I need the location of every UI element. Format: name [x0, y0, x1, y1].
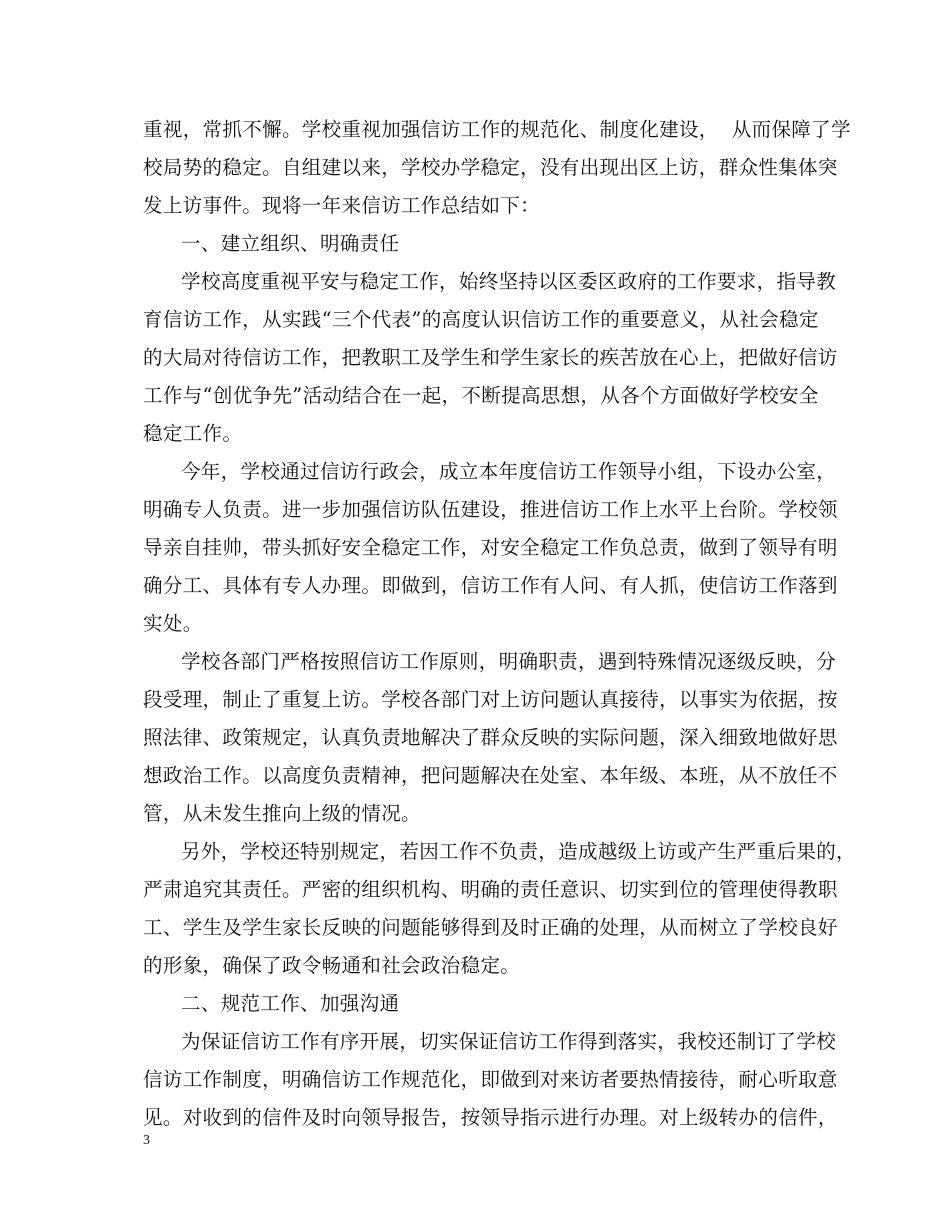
- text-line: 学校高度重视平安与稳定工作，始终坚持以区委区政府的工作要求，指导教: [181, 270, 837, 293]
- text-line: 为保证信访工作有序开展，切实保证信访工作得到落实，我校还制订了学校: [181, 1030, 837, 1053]
- section-heading: 二、规范工作、加强沟通: [181, 992, 400, 1015]
- text-line: 确分工、具体有专人办理。即做到，信访工作有人问、有人抓，使信访工作落到: [143, 574, 838, 597]
- text-line: 段受理，制止了重复上访。学校各部门对上访问题认真接待，以事实为依据，按: [143, 688, 838, 711]
- text-line: 导亲自挂帅，带头抓好安全稳定工作，对安全稳定工作负总责，做到了领导有明: [143, 536, 838, 559]
- text-line: 稳定工作。: [143, 422, 243, 445]
- text-line: 想政治工作。以高度负责精神，把问题解决在处室、本年级、本班，从不放任不: [143, 764, 838, 787]
- text-line: 重视，常抓不懈。学校重视加强信访工作的规范化、制度化建设， 从而保障了学: [143, 118, 851, 141]
- text-line: 的大局对待信访工作，把教职工及学生和学生家长的疾苦放在心上，把做好信访: [143, 346, 838, 369]
- text-line: 管，从未发生推向上级的情况。: [143, 802, 421, 825]
- section-heading: 一、建立组织、明确责任: [181, 232, 400, 255]
- text-line: 学校各部门严格按照信访工作原则，明确职责，遇到特殊情况逐级反映，分: [181, 650, 837, 673]
- text-line: 另外，学校还特别规定，若因工作不负责，造成越级上访或产生严重后果的，: [181, 840, 856, 863]
- text-line: 发上访事件。现将一年来信访工作总结如下：: [143, 194, 541, 217]
- text-line: 严肃追究其责任。严密的组织机构、明确的责任意识、切实到位的管理使得教职: [143, 878, 838, 901]
- text-line: 信访工作制度，明确信访工作规范化，即做到对来访者要热情接待，耐心听取意: [143, 1068, 838, 1091]
- text-line: 工、学生及学生家长反映的问题能够得到及时正确的处理，从而树立了学校良好: [143, 916, 838, 939]
- text-line: 的形象，确保了政令畅通和社会政治稳定。: [143, 954, 521, 977]
- text-line: 今年，学校通过信访行政会，成立本年度信访工作领导小组，下设办公室，: [181, 460, 837, 483]
- text-line: 明确专人负责。进一步加强信访队伍建设，推进信访工作上水平上台阶。学校领: [143, 498, 838, 521]
- text-line: 见。对收到的信件及时向领导报告，按领导指示进行办理。对上级转办的信件，: [143, 1106, 838, 1129]
- text-line: 实处。: [143, 612, 203, 635]
- text-line: 工作与“创优争先”活动结合在一起，不断提高思想，从各个方面做好学校安全: [143, 384, 819, 407]
- text-line: 照法律、政策规定，认真负责地解决了群众反映的实际问题，深入细致地做好思: [143, 726, 838, 749]
- text-line: 育信访工作，从实践“三个代表”的高度认识信访工作的重要意义，从社会稳定: [143, 308, 819, 331]
- page-number: 3: [143, 1133, 150, 1148]
- text-line: 校局势的稳定。自组建以来，学校办学稳定，没有出现出区上访，群众性集体突: [143, 156, 838, 179]
